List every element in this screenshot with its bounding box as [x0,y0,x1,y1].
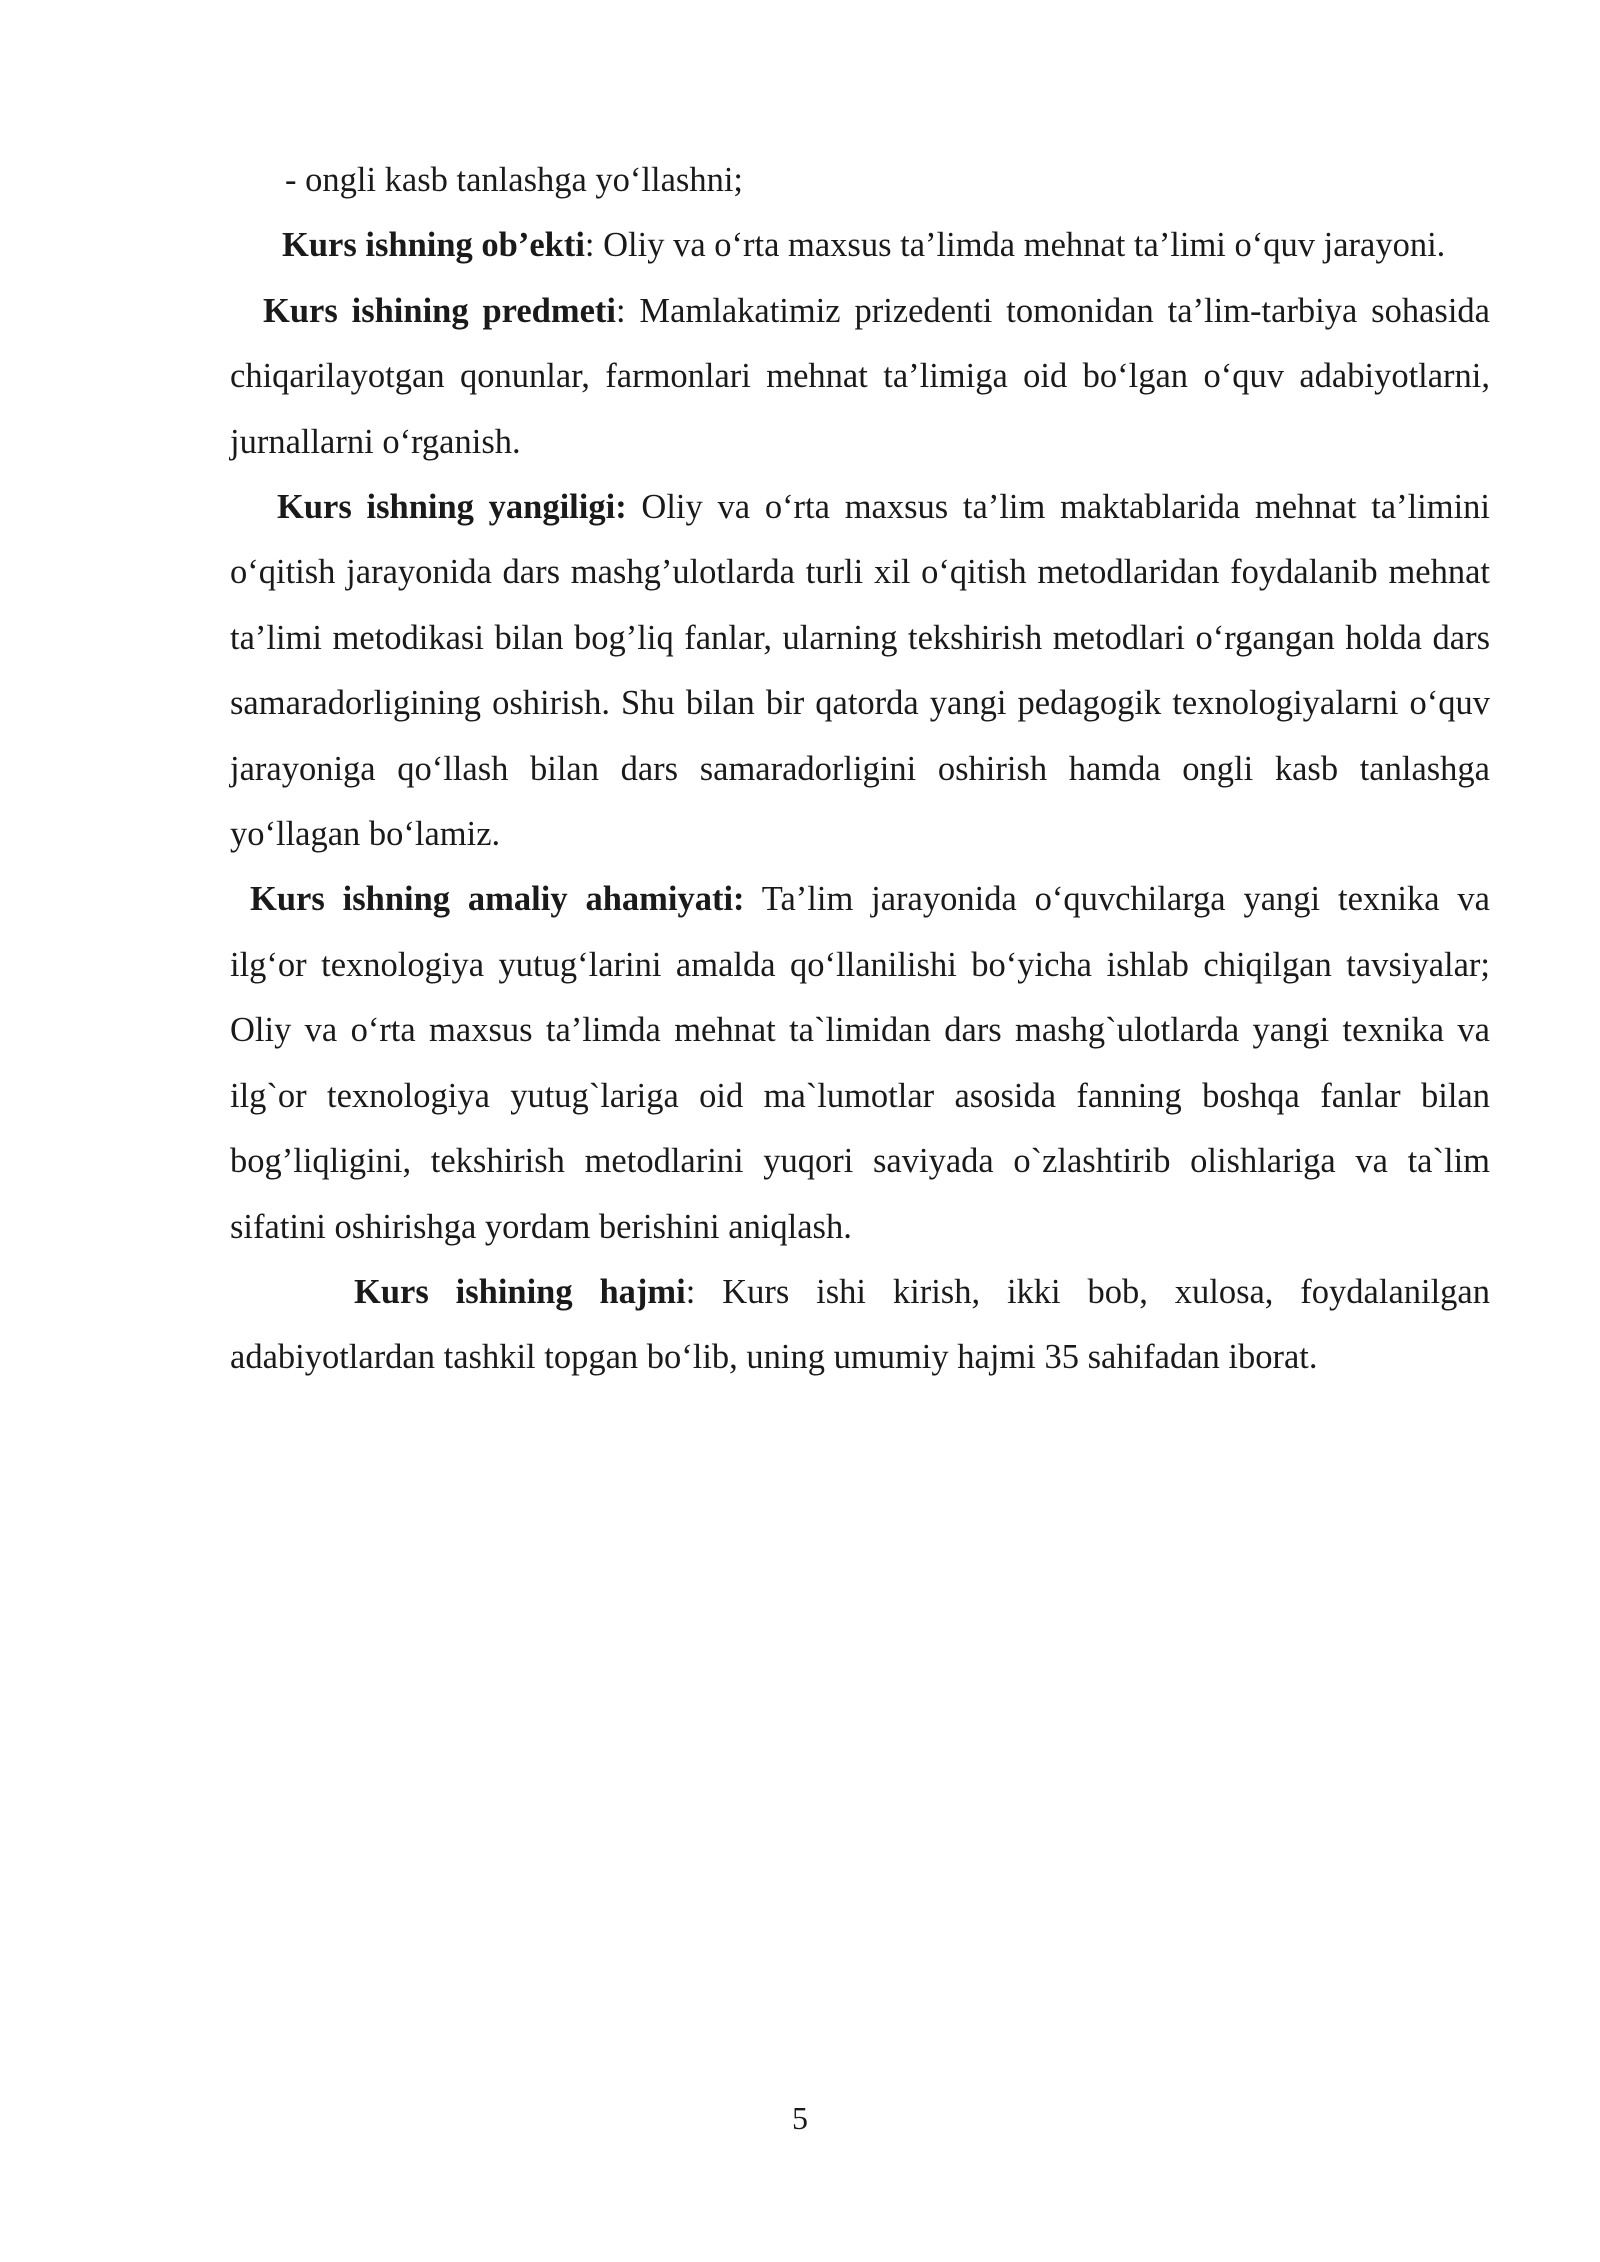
paragraph-obyekt-label: Kurs ishning ob’ekti [282,226,585,265]
paragraph-predmet-label: Kurs ishining predmeti [263,291,616,330]
page-number: 5 [792,2100,808,2136]
paragraph-yangiligi [230,475,1490,867]
paragraph-yangiligi-text: Oliy va o‘rta maxsus ta’lim maktablarida mehnat ta’limini o‘qitish jarayonida dars mashg’ulotlarda turli xil o‘qitish metodlaridan foydalanib mehnat ta’limi metodikasi bilan bog’liq fanlar, ularning tekshirish metodlari o‘rgangan holda dars samaradorligining oshirish. Shu bilan bir qatorda yangi pedagogik texnologiyalarni o‘quv jarayoniga qo‘llash bilan dars samaradorligini oshirish hamda ongli kasb tanlashga yo‘llagan bo‘lamiz. [230,488,1491,854]
paragraph-predmet-separator: : [615,291,626,330]
paragraph-amaliy-ahamiyati [230,867,1490,1259]
paragraph-hajmi [230,1260,1490,1391]
bullet-line: - ongli kasb tanlashga yo‘llashni; [285,161,744,199]
paragraph-hajmi-text: Kurs ishi kirish, ikki bob, xulosa, foydalanilgan adabiyotlardan tashkil topgan bo‘lib, uning umumiy hajmi 35 sahifadan iborat. [230,1272,1490,1377]
paragraph-hajmi-separator: : [685,1272,696,1311]
paragraph-amaliy-ahamiyati-label: Kurs ishning amaliy ahamiyati: [250,880,745,919]
paragraph-predmet [230,279,1490,475]
paragraph-amaliy-ahamiyati-text: Ta’lim jarayonida o‘quvchilarga yangi texnika va ilg‘or texnologiya yutug‘larini amalda qo‘llanilishi bo‘yicha ishlab chiqilgan tavsiyalar; Oliy va o‘rta maxsus ta’limda mehnat ta`limidan dars mashg`ulotlarda yangi texnika va ilg`or texnologiya yutug`lariga oid ma`lumotlar asosida fanning boshqa fanlar bilan bog’liqligini, tekshirish metodlarini yuqori saviyada o`zlashtirib olishlariga va ta`lim sifatini oshirishga yordam berishini aniqlash. [230,880,1490,1246]
paragraph-obyekt-separator: : [584,226,595,265]
paragraph-yangiligi-label: Kurs ishning yangiligi: [277,488,627,527]
paragraph-obyekt-text: Oliy va o‘rta maxsus ta’limda mehnat ta’limi o‘quv jarayoni. [594,226,1446,265]
paragraph-predmet-text: Mamlakatimiz prizedenti tomonidan ta’lim-tarbiya sohasida chiqarilayotgan qonunlar, farmonlari mehnat ta’limiga oid bo‘lgan o‘quv adabiyotlarni, jurnallarni o‘rganish. [230,291,1490,461]
paragraph-obyekt [230,213,1490,278]
document-body [230,148,1490,1391]
paragraph-hajmi-label: Kurs ishining hajmi [354,1272,686,1311]
